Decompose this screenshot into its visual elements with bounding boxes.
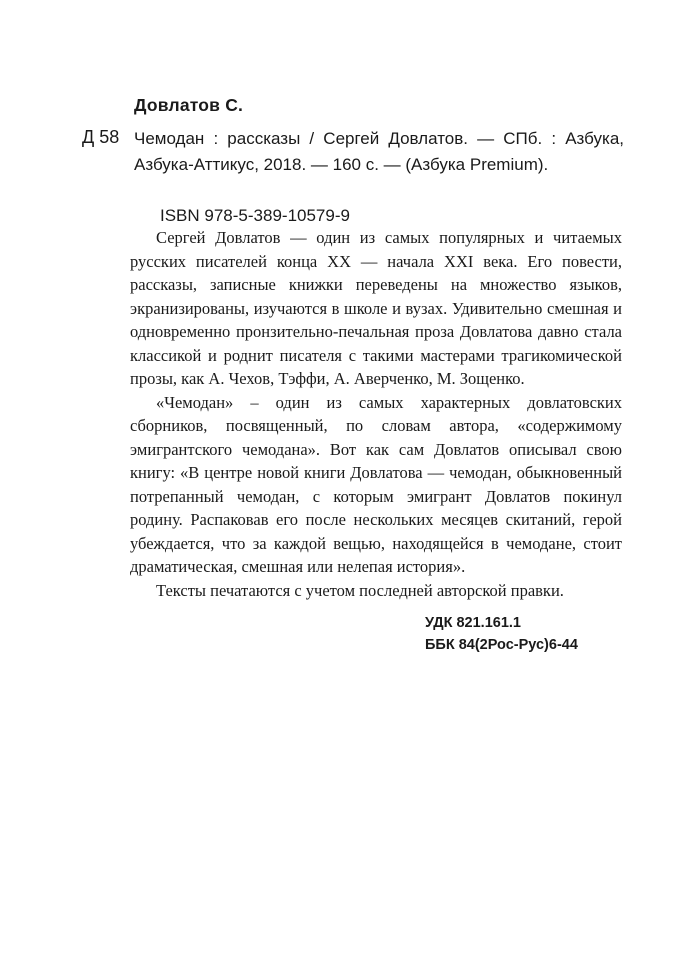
- author-mark-code: Д 58: [82, 127, 120, 147]
- annotation-paragraph: Сергей Довлатов — один из самых популярных и читаемых русских писателей конца XX — начала XXI века. Его повести, рассказы, записные книжки переведены на множество языков, экранизированы, изучаются в школе и вузах. Удивительно смешная и одновременно пронзительно-печальная проза Довлатова давно стала классикой и роднит писателя с такими мастерами трагикомической прозы, как А. Чехов, Тэффи, А. Аверченко, М. Зощенко.: [130, 228, 622, 388]
- annotation-paragraph: «Чемодан» – один из самых характерных довлатовских сборников, посвященный, по словам автора, «содержимому эмигрантского чемодана». Вот как сам Довлатов описывал свою книгу: «В центре новой книги Довлатова — чемодан, обыкновенный потрепанный чемодан, с которым эмигрант Довлатов покинул родину. Распаковав его после нескольких месяцев скитаний, герой убеждается, что за каждой вещью, находящейся в чемодане, стоит драматическая, смешная или нелепая история».: [130, 392, 622, 576]
- bibliographic-description: Чемодан : рассказы / Сергей Довлатов. — СПб. : Азбука, Азбука-Аттикус, 2018. — 160 с. — (Азбука Premium).: [134, 129, 624, 174]
- classification-codes: [425, 612, 578, 656]
- author-heading: Довлатов С.: [134, 95, 244, 115]
- isbn: ISBN 978-5-389-10579-9: [160, 206, 350, 225]
- udk-code: УДК 821.161.1: [425, 615, 521, 631]
- annotation: [130, 226, 622, 602]
- bbk-code: ББК 84(2Рос-Рус)6-44: [425, 637, 578, 653]
- annotation-paragraph: Тексты печатаются с учетом последней авторской правки.: [156, 580, 564, 600]
